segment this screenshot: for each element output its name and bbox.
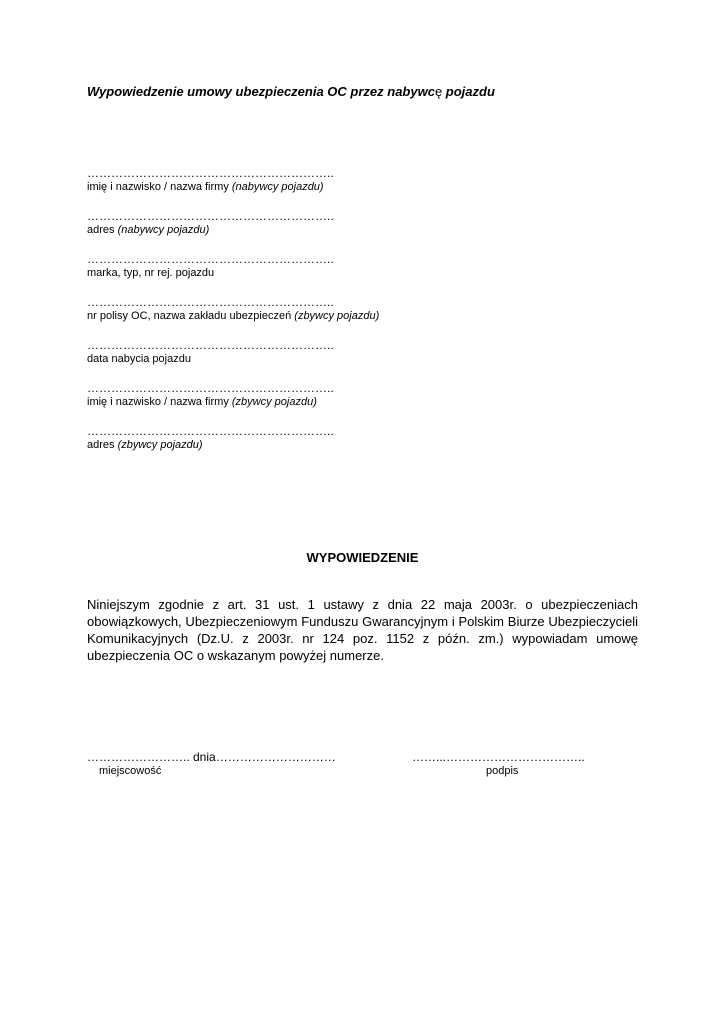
- fill-in-dots: ……………………………………………………..: [87, 424, 334, 438]
- field-label: [87, 395, 407, 409]
- signature-label: podpis: [486, 765, 519, 777]
- document-title-main: Wypowiedzenie umowy ubezpieczenia OC przez nabywc: [87, 84, 435, 99]
- field-label: [87, 352, 407, 366]
- field-label: [87, 223, 407, 237]
- field-label: [87, 438, 407, 452]
- fill-in-dots: ……………………………………………………..: [87, 209, 334, 223]
- fill-in-dots: ……………………………………………………..: [87, 295, 334, 309]
- signature-dots: ……...……………………………..: [412, 750, 585, 764]
- field-label-italic: (nabywcy pojazdu): [231, 181, 324, 193]
- fill-in-dots: ……………………………………………………..: [87, 338, 334, 352]
- heading-text: WYPOWIEDZENIE: [306, 550, 419, 565]
- field-label-italic: (nabywcy pojazdu): [117, 224, 210, 236]
- field-label: [87, 266, 407, 280]
- place-date-dots: …………………….. dnia…………………………: [87, 750, 336, 764]
- field-label-italic: (zbywcy pojazdu): [231, 396, 317, 408]
- field-buyer-name: [87, 166, 407, 194]
- field-label-text: imię i nazwisko / nazwa firmy: [87, 396, 232, 408]
- field-label-text: adres: [87, 224, 118, 236]
- fill-in-dots: ……………………………………………………..: [87, 166, 334, 180]
- section-heading: [0, 550, 725, 565]
- field-label-text: adres: [87, 439, 118, 451]
- field-label-text: data nabycia pojazdu: [87, 353, 191, 365]
- fill-in-dots: ……………………………………………………..: [87, 252, 334, 266]
- field-label: [87, 180, 407, 194]
- fill-in-dots: ……………………………………………………..: [87, 381, 334, 395]
- place-label: miejscowość: [99, 765, 162, 777]
- field-label-text: nr polisy OC, nazwa zakładu ubezpieczeń: [87, 310, 295, 322]
- document-title-special-char: ę: [434, 84, 443, 99]
- field-label-italic: (zbywcy pojazdu): [117, 439, 203, 451]
- field-label-text: imię i nazwisko / nazwa firmy: [87, 181, 232, 193]
- field-label-text: marka, typ, nr rej. pojazdu: [87, 267, 215, 279]
- field-vehicle: [87, 252, 407, 280]
- document-title: [87, 84, 495, 99]
- field-label-italic: (zbywcy pojazdu): [294, 310, 380, 322]
- body-paragraph: [87, 596, 638, 664]
- body-paragraph-text: Niniejszym zgodnie z art. 31 ust. 1 ustawy z dnia 22 maja 2003r. o ubezpieczeniach obowiązkowych, Ubezpieczeniowym Funduszu Gwarancyjnym i Polskim Biurze Ubezpieczycieli Komunikacyjnych (Dz.U. z 2003r. nr 124 poz. 1152 z późn. zm.) wypowiadam umowę ubezpieczenia OC o wskazanym powyżej numerze.: [87, 597, 638, 663]
- field-seller-address: [87, 424, 407, 452]
- field-buyer-address: [87, 209, 407, 237]
- field-label: [87, 309, 407, 323]
- field-seller-name: [87, 381, 407, 409]
- field-policy: [87, 295, 407, 323]
- field-purchase-date: [87, 338, 407, 366]
- document-title-end: pojazdu: [442, 84, 495, 99]
